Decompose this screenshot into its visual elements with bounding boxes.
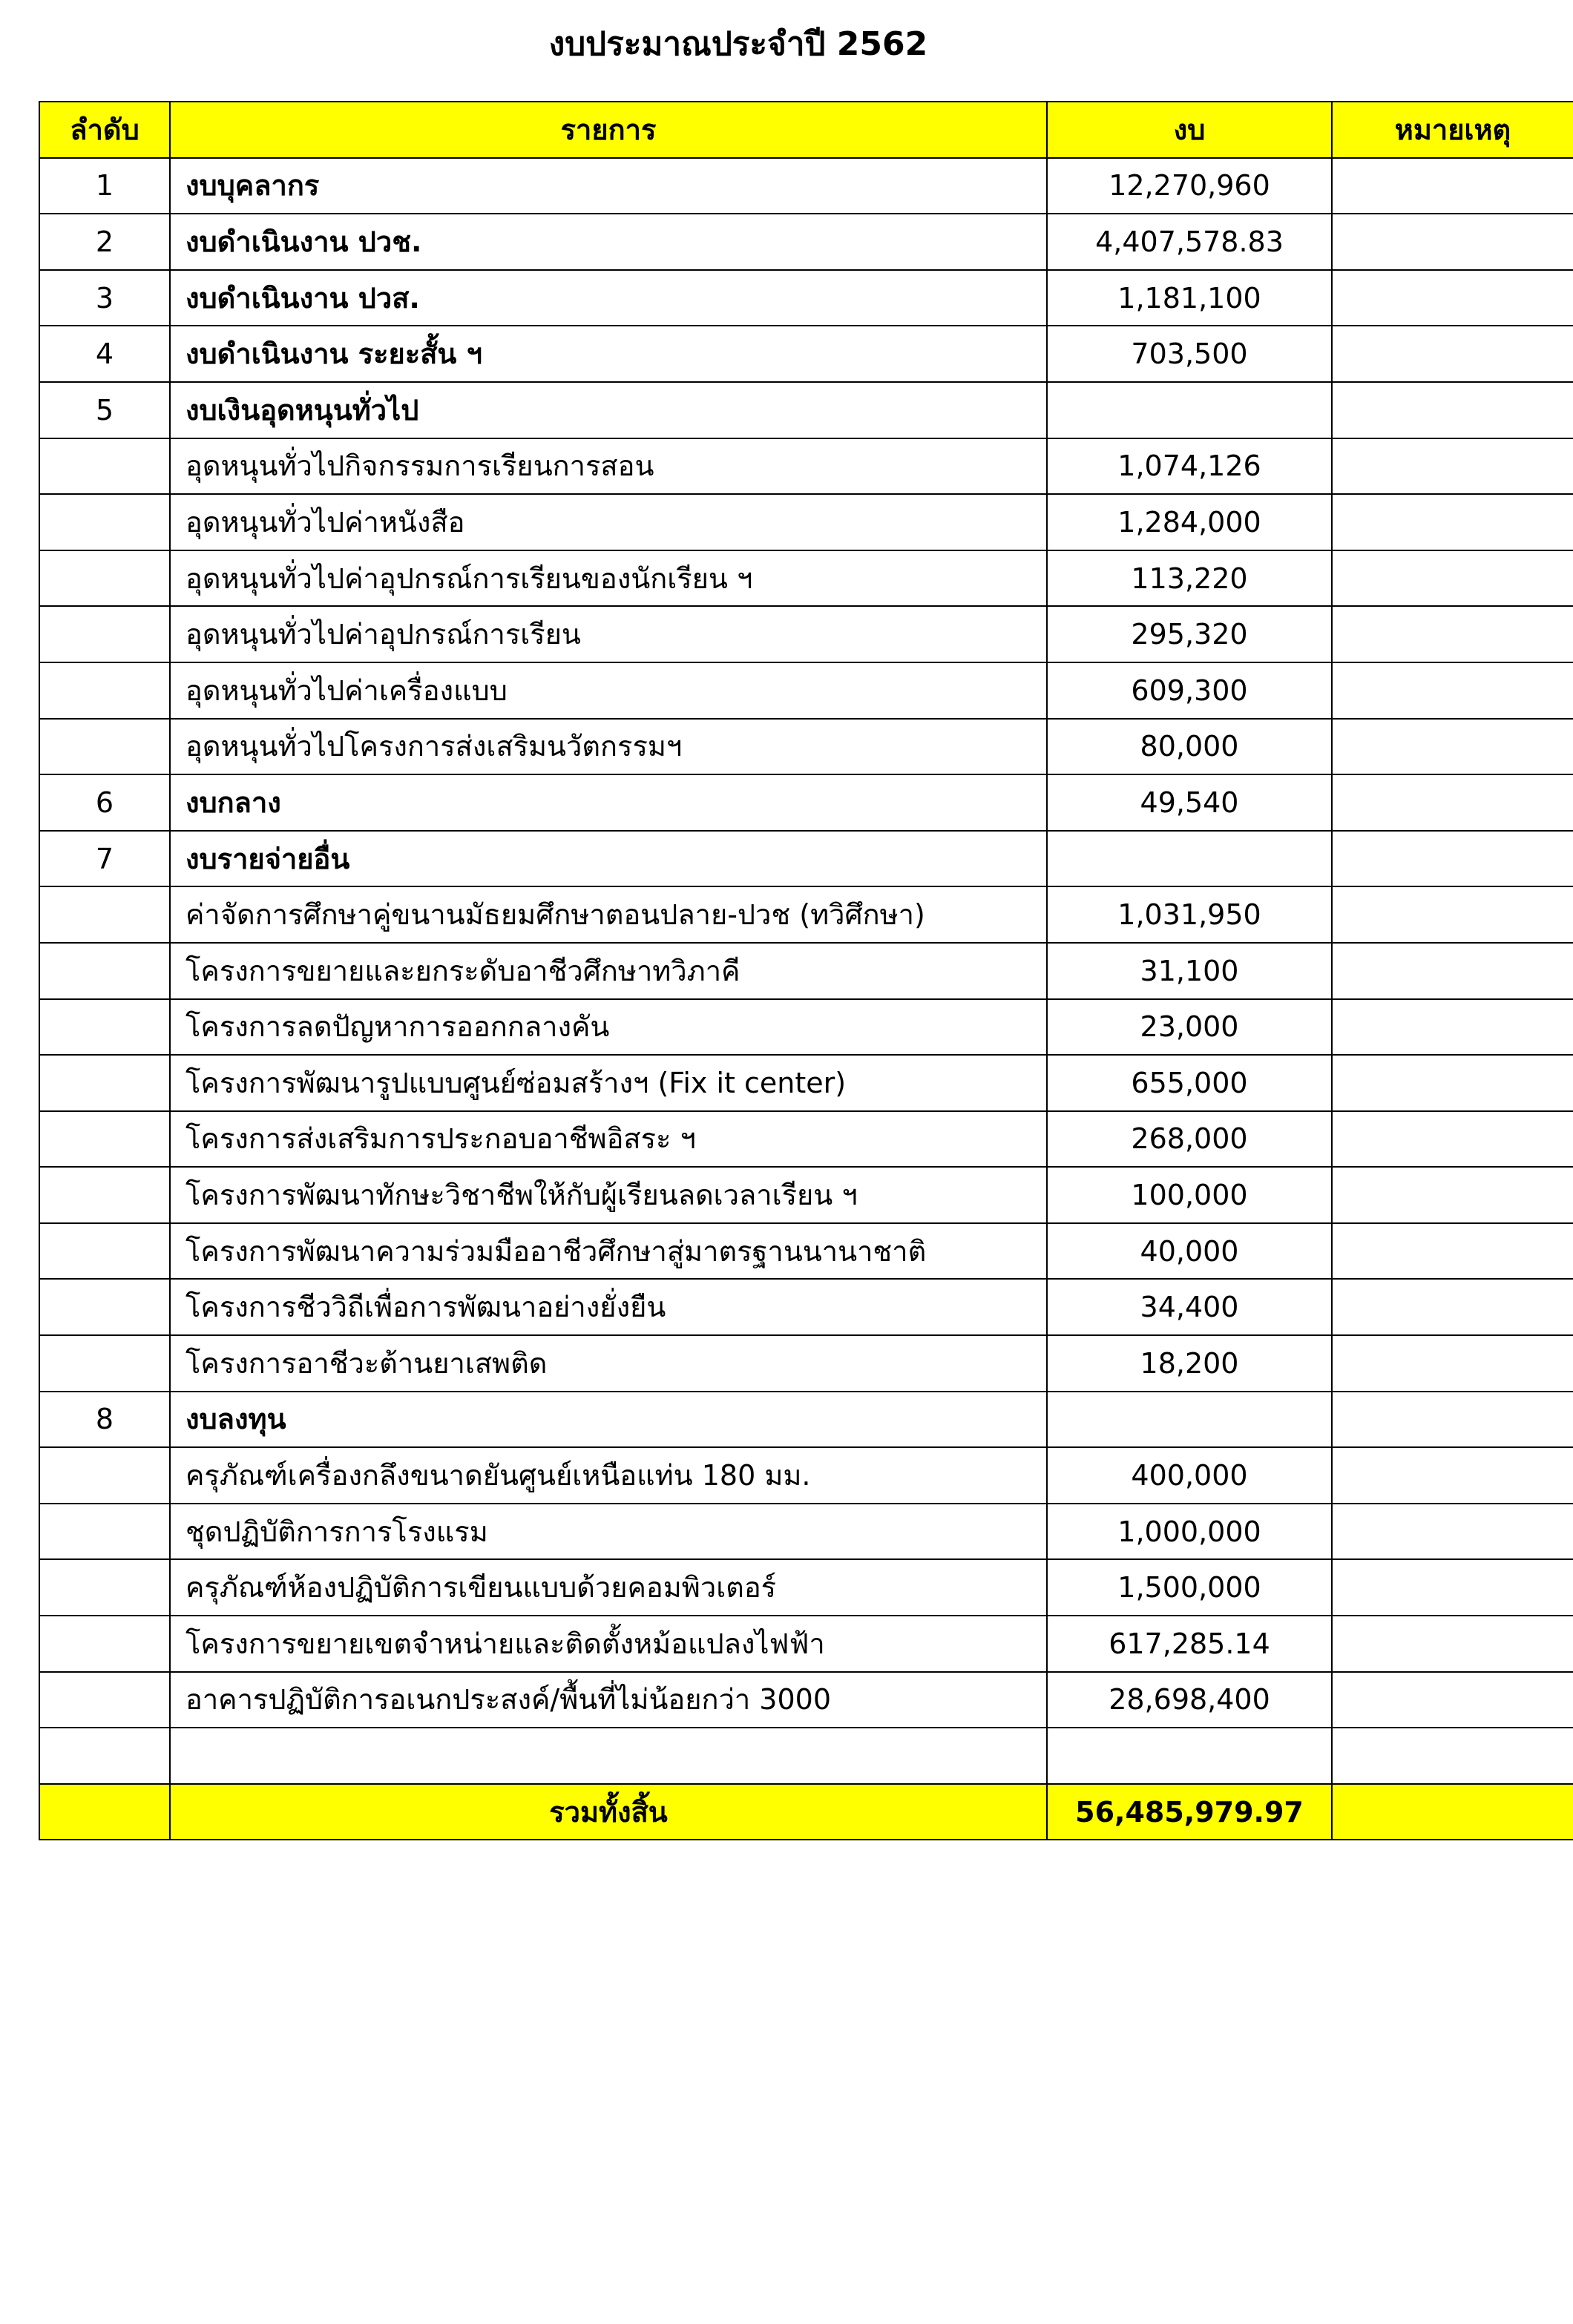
row-item-cell: งบกลาง — [170, 774, 1047, 831]
row-item-cell: อุดหนุนทั่วไปค่าอุปกรณ์การเรียน — [170, 606, 1047, 662]
row-note-cell — [1332, 270, 1573, 326]
row-item-cell: งบบุคลากร — [170, 158, 1047, 214]
row-item-cell: งบลงทุน — [170, 1392, 1047, 1448]
row-note-cell — [1332, 158, 1573, 214]
table-row — [39, 550, 1573, 607]
row-amount-cell: 609,300 — [1047, 662, 1332, 719]
row-item-cell: โครงการขยายและยกระดับอาชีวศึกษาทวิภาคี — [170, 943, 1047, 999]
row-item-cell: โครงการพัฒนาทักษะวิชาชีพให้กับผู้เรียนลดเวลาเรียน ฯ — [170, 1167, 1047, 1223]
row-item-cell: โครงการพัฒนารูปแบบศูนย์ซ่อมสร้างฯ (Fix it center) — [170, 1055, 1047, 1111]
table-row — [39, 662, 1573, 719]
row-number-cell — [39, 1223, 170, 1280]
table-row — [39, 494, 1573, 550]
row-number-cell — [39, 1672, 170, 1728]
row-note-cell — [1332, 1392, 1573, 1448]
row-note-cell — [1332, 1111, 1573, 1168]
row-number-cell — [39, 1559, 170, 1616]
row-note-cell — [1332, 1559, 1573, 1616]
header-note: หมายเหตุ — [1332, 102, 1573, 158]
row-number-cell — [39, 999, 170, 1056]
table-row — [39, 943, 1573, 999]
row-note-cell — [1332, 1447, 1573, 1504]
table-row — [39, 886, 1573, 943]
row-note-cell — [1332, 943, 1573, 999]
row-amount-cell: 28,698,400 — [1047, 1672, 1332, 1728]
row-item-cell: ครุภัณฑ์ห้องปฏิบัติการเขียนแบบด้วยคอมพิวเตอร์ — [170, 1559, 1047, 1616]
table-row — [39, 1616, 1573, 1672]
row-number-cell — [39, 662, 170, 719]
table-row — [39, 214, 1573, 270]
row-note-cell — [1332, 1616, 1573, 1672]
row-item-cell: โครงการชีววิถีเพื่อการพัฒนาอย่างยั่งยืน — [170, 1279, 1047, 1335]
row-number-cell — [39, 943, 170, 999]
row-amount-cell: 1,074,126 — [1047, 438, 1332, 495]
table-row — [39, 774, 1573, 831]
table-row — [39, 999, 1573, 1056]
row-item-cell: โครงการขยายเขตจำหน่ายและติดตั้งหม้อแปลงไฟฟ้า — [170, 1616, 1047, 1672]
row-number-cell — [39, 1728, 170, 1784]
table-row — [39, 382, 1573, 438]
row-item-cell: โครงการอาชีวะต้านยาเสพติด — [170, 1335, 1047, 1392]
row-amount-cell: 12,270,960 — [1047, 158, 1332, 214]
row-note-cell — [1332, 719, 1573, 775]
row-amount-cell: 1,031,950 — [1047, 886, 1332, 943]
table-row — [39, 1335, 1573, 1392]
header-no: ลำดับ — [39, 102, 170, 158]
row-amount-cell: 4,407,578.83 — [1047, 214, 1332, 270]
total-amount: 56,485,979.97 — [1047, 1784, 1332, 1840]
table-row — [39, 1167, 1573, 1223]
table-body — [39, 158, 1573, 1784]
row-amount-cell: 40,000 — [1047, 1223, 1332, 1280]
row-amount-cell: 400,000 — [1047, 1447, 1332, 1504]
row-note-cell — [1332, 774, 1573, 831]
row-number-cell: 1 — [39, 158, 170, 214]
total-note-cell — [1332, 1784, 1573, 1840]
row-amount-cell — [1047, 1728, 1332, 1784]
table-row — [39, 1447, 1573, 1504]
row-amount-cell: 18,200 — [1047, 1335, 1332, 1392]
row-number-cell — [39, 719, 170, 775]
row-item-cell: ค่าจัดการศึกษาคู่ขนานมัธยมศึกษาตอนปลาย-ปวช (ทวิศึกษา) — [170, 886, 1047, 943]
row-number-cell — [39, 1167, 170, 1223]
row-number-cell: 7 — [39, 831, 170, 887]
row-amount-cell: 655,000 — [1047, 1055, 1332, 1111]
table-row — [39, 1728, 1573, 1784]
row-note-cell — [1332, 1167, 1573, 1223]
row-item-cell: โครงการพัฒนาความร่วมมืออาชีวศึกษาสู่มาตรฐานนานาชาติ — [170, 1223, 1047, 1280]
table-header-row — [39, 102, 1573, 158]
row-note-cell — [1332, 831, 1573, 887]
table-row — [39, 438, 1573, 495]
row-item-cell: งบดำเนินงาน ปวช. — [170, 214, 1047, 270]
table-row — [39, 1055, 1573, 1111]
row-note-cell — [1332, 1055, 1573, 1111]
row-number-cell — [39, 1055, 170, 1111]
table-row — [39, 270, 1573, 326]
row-note-cell — [1332, 382, 1573, 438]
row-item-cell: อุดหนุนทั่วไปค่าเครื่องแบบ — [170, 662, 1047, 719]
row-note-cell — [1332, 999, 1573, 1056]
row-note-cell — [1332, 438, 1573, 495]
row-amount-cell: 80,000 — [1047, 719, 1332, 775]
row-note-cell — [1332, 494, 1573, 550]
table-row — [39, 326, 1573, 382]
row-number-cell — [39, 1616, 170, 1672]
row-note-cell — [1332, 1279, 1573, 1335]
row-note-cell — [1332, 662, 1573, 719]
row-amount-cell: 1,181,100 — [1047, 270, 1332, 326]
row-item-cell: อุดหนุนทั่วไปค่าอุปกรณ์การเรียนของนักเรียน ฯ — [170, 550, 1047, 607]
table-row — [39, 1672, 1573, 1728]
row-item-cell — [170, 1728, 1047, 1784]
row-item-cell: อุดหนุนทั่วไปโครงการส่งเสริมนวัตกรรมฯ — [170, 719, 1047, 775]
row-number-cell — [39, 438, 170, 495]
row-amount-cell: 31,100 — [1047, 943, 1332, 999]
row-note-cell — [1332, 550, 1573, 607]
row-note-cell — [1332, 1335, 1573, 1392]
row-number-cell — [39, 1111, 170, 1168]
row-amount-cell: 23,000 — [1047, 999, 1332, 1056]
row-note-cell — [1332, 214, 1573, 270]
row-note-cell — [1332, 1672, 1573, 1728]
row-note-cell — [1332, 1504, 1573, 1560]
row-amount-cell: 1,000,000 — [1047, 1504, 1332, 1560]
row-item-cell: ชุดปฏิบัติการการโรงแรม — [170, 1504, 1047, 1560]
row-number-cell — [39, 886, 170, 943]
table-row — [39, 1279, 1573, 1335]
row-item-cell: อุดหนุนทั่วไปค่าหนังสือ — [170, 494, 1047, 550]
row-item-cell: โครงการลดปัญหาการออกกลางคัน — [170, 999, 1047, 1056]
row-amount-cell — [1047, 831, 1332, 887]
row-note-cell — [1332, 1728, 1573, 1784]
row-amount-cell: 268,000 — [1047, 1111, 1332, 1168]
row-number-cell — [39, 550, 170, 607]
row-amount-cell: 34,400 — [1047, 1279, 1332, 1335]
table-row — [39, 1504, 1573, 1560]
row-note-cell — [1332, 326, 1573, 382]
row-note-cell — [1332, 606, 1573, 662]
row-number-cell: 3 — [39, 270, 170, 326]
table-row — [39, 1111, 1573, 1168]
row-amount-cell: 703,500 — [1047, 326, 1332, 382]
row-amount-cell: 49,540 — [1047, 774, 1332, 831]
row-item-cell: งบเงินอุดหนุนทั่วไป — [170, 382, 1047, 438]
row-item-cell: อุดหนุนทั่วไปกิจกรรมการเรียนการสอน — [170, 438, 1047, 495]
row-amount-cell: 617,285.14 — [1047, 1616, 1332, 1672]
budget-table — [39, 101, 1573, 1840]
header-amount: งบ — [1047, 102, 1332, 158]
table-row — [39, 1559, 1573, 1616]
page-title: งบประมาณประจำปี 2562 — [548, 25, 928, 63]
row-number-cell — [39, 1504, 170, 1560]
row-number-cell: 2 — [39, 214, 170, 270]
total-no-cell — [39, 1784, 170, 1840]
row-note-cell — [1332, 1223, 1573, 1280]
total-label: รวมทั้งสิ้น — [170, 1784, 1047, 1840]
row-item-cell: งบรายจ่ายอื่น — [170, 831, 1047, 887]
row-item-cell: โครงการส่งเสริมการประกอบอาชีพอิสระ ฯ — [170, 1111, 1047, 1168]
total-row — [39, 1784, 1573, 1840]
table-row — [39, 158, 1573, 214]
row-amount-cell: 1,284,000 — [1047, 494, 1332, 550]
row-amount-cell — [1047, 1392, 1332, 1448]
row-number-cell — [39, 1335, 170, 1392]
row-number-cell — [39, 1279, 170, 1335]
row-number-cell: 4 — [39, 326, 170, 382]
row-item-cell: งบดำเนินงาน ระยะสั้น ฯ — [170, 326, 1047, 382]
row-number-cell: 6 — [39, 774, 170, 831]
table-row — [39, 1392, 1573, 1448]
row-item-cell: อาคารปฏิบัติการอเนกประสงค์/พื้นที่ไม่น้อยกว่า 3000 — [170, 1672, 1047, 1728]
table-row — [39, 606, 1573, 662]
row-amount-cell: 1,500,000 — [1047, 1559, 1332, 1616]
row-number-cell: 8 — [39, 1392, 170, 1448]
row-number-cell — [39, 606, 170, 662]
row-item-cell: ครุภัณฑ์เครื่องกลึงขนาดยันศูนย์เหนือแท่น 180 มม. — [170, 1447, 1047, 1504]
row-amount-cell: 100,000 — [1047, 1167, 1332, 1223]
table-row — [39, 1223, 1573, 1280]
row-amount-cell — [1047, 382, 1332, 438]
row-number-cell — [39, 494, 170, 550]
table-row — [39, 831, 1573, 887]
row-amount-cell: 295,320 — [1047, 606, 1332, 662]
row-amount-cell: 113,220 — [1047, 550, 1332, 607]
header-item: รายการ — [170, 102, 1047, 158]
row-note-cell — [1332, 886, 1573, 943]
table-row — [39, 719, 1573, 775]
row-number-cell: 5 — [39, 382, 170, 438]
row-number-cell — [39, 1447, 170, 1504]
row-item-cell: งบดำเนินงาน ปวส. — [170, 270, 1047, 326]
